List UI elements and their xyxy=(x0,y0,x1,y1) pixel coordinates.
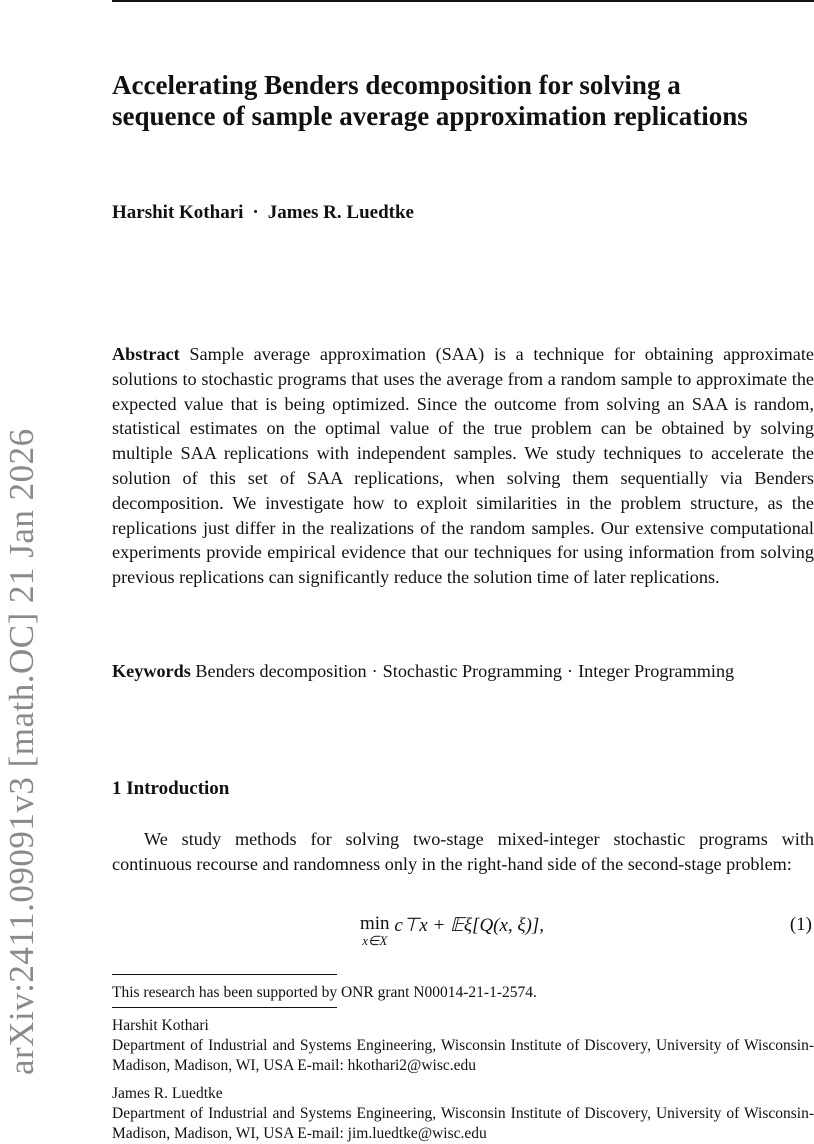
equation-subscript: x∈X xyxy=(362,933,388,948)
keyword: Integer Programming xyxy=(578,661,735,681)
keyword: Benders decomposition xyxy=(195,661,367,681)
paper-title: Accelerating Benders decomposition for solving a sequence of sample average approximation replications xyxy=(112,70,748,131)
arxiv-identifier: arXiv:2411.09091v3 [math.OC] 21 Jan 2026 xyxy=(2,428,41,1075)
equation-min-operator: min x∈X xyxy=(360,913,390,948)
author-list xyxy=(112,201,814,225)
author-name: James R. Luedtke xyxy=(267,202,414,223)
funding-footnote: This research has been supported by ONR grant N00014-21-1-2574. xyxy=(112,984,537,1001)
equation-expression: c⊤x + 𝔼ξ[Q(x, ξ)], xyxy=(394,915,545,936)
footnote-rule xyxy=(112,1007,337,1008)
equation-1 xyxy=(112,914,814,954)
affiliation-name: Harshit Kothari xyxy=(112,1017,209,1034)
affiliation-text: Department of Industrial and Systems Engineering, Wisconsin Institute of Discovery, University of Wisconsin-Madison, Madison, WI, USA E-mail: hkothari2@wisc.edu xyxy=(112,1037,814,1074)
keyword-separator: · xyxy=(371,661,378,681)
keywords xyxy=(112,659,814,684)
keywords-label: Keywords xyxy=(112,661,191,681)
affiliation-text: Department of Industrial and Systems Engineering, Wisconsin Institute of Discovery, University of Wisconsin-Madison, Madison, WI, USA E-mail: jim.luedtke@wisc.edu xyxy=(112,1105,814,1142)
author-separator: · xyxy=(252,202,259,223)
section-heading: 1 Introduction xyxy=(112,778,230,799)
keyword-separator: · xyxy=(567,661,574,681)
equation-body xyxy=(360,914,544,948)
keyword: Stochastic Programming xyxy=(382,661,562,681)
header-rule xyxy=(112,0,814,2)
equation-number: (1) xyxy=(789,914,812,935)
abstract-text: Sample average approximation (SAA) is a technique for obtaining approximate solutions to stochastic programs that uses the average from a random sample to approximate the expected value that is being optimized. Since the outcome from solving an SAA is random, statistical estimates on the optimal value of the true problem can be obtained by solving multiple SAA replications with independent samples. We study techniques to accelerate the solution of this set of SAA replications, when solving them sequentially via Benders decomposition. We investigate how to exploit similarities in the problem structure, as the replications just differ in the realizations of the random samples. Our extensive computational experiments provide empirical evidence that our techniques for using information from solving previous replications can significantly reduce the solution time of later replications. xyxy=(112,344,814,588)
author-name: Harshit Kothari xyxy=(112,202,244,223)
abstract xyxy=(112,342,814,590)
intro-paragraph: We study methods for solving two-stage mixed-integer stochastic programs with continuous recourse and randomness only in the right-hand side of the second-stage problem: xyxy=(112,829,814,874)
affiliation-name: James R. Luedtke xyxy=(112,1085,223,1102)
abstract-label: Abstract xyxy=(112,344,180,364)
footnote-rule xyxy=(112,974,337,975)
